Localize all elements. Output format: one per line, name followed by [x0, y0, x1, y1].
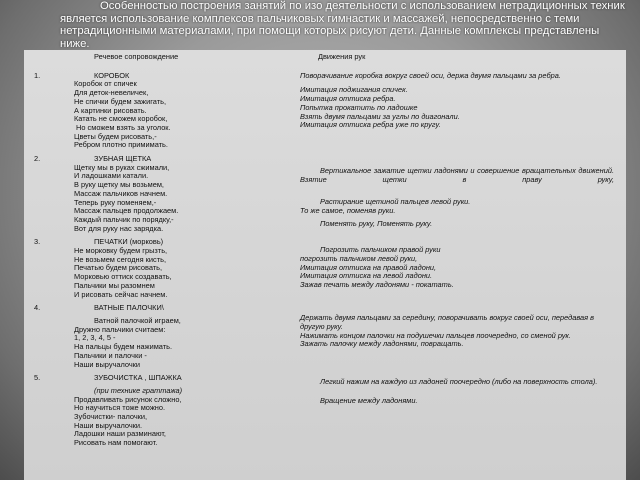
row-title: ПЕЧАТКИ (морковь)	[94, 237, 164, 247]
row-number: 3.	[34, 237, 41, 247]
row-number: 5.	[34, 373, 41, 383]
speech-cell: ВАТНЫЕ ПАЛОЧКИ\ Ватной палочкой играем, Дружно пальчики считаем: 1, 2, 3, 4, 5 - На пальцы будем нажимать. Пальчики и палочки - Наши выручалочки	[74, 304, 296, 374]
gymnastics-table	[28, 52, 622, 448]
table-row	[28, 238, 622, 304]
row-title: КОРОБОК	[94, 70, 130, 80]
row-title: ЗУБНАЯ ЩЕТКА	[94, 154, 152, 164]
table-row	[28, 304, 622, 374]
speech-cell: ЗУБНАЯ ЩЕТКА Щетку мы в руках сжимали, И ладошками катали. В руку щетку мы возьмем, Массаж пальчиков начнем. Теперь руку поменяем,- Массаж пальцев продолжаем. Каждый пальчик по порядку,- Вот для руку нас зарядка.	[74, 155, 296, 238]
row-number: 1.	[34, 70, 41, 80]
moves-cell: Вертикальное зажатие щетки ладонями и совершение вращательных движений. Взятие щетки в праву руку, Растирание щетиной пальцев левой руки. То же самое, поменяв руки. Поменять руку, Поменять руку.	[300, 166, 614, 228]
table-row	[28, 72, 622, 155]
row-title: ЗУБОЧИСТКА , ШПАЖКА	[94, 373, 182, 383]
moves-cell: Держать двумя пальцами за середину, поворачивать вокруг своей оси, передавая в другую руку. Нажимать концом палочки на подушечки пальцев поочередно, со сменой рук. Зажать палочку между ладонями, повращать.	[300, 313, 594, 349]
speech-cell: КОРОБОК Коробок от спичек Для деток-невеличек, Не спички будем зажигать, А картинки рисовать. Катать не сможем коробок, Но сможем взять за уголок. Цветы будем рисовать,- Ребром плотно примимать.	[74, 72, 296, 155]
speech-cell: ПЕЧАТКИ (морковь) Не морковку будем грызть, Не возьмем сегодня кисть, Печатью будем рисовать, Морковью оттиск создавать, Пальчики мы разомнем И рисовать сейчас начнем.	[74, 238, 296, 304]
moves-cell: Погрозить пальчиком правой руки погрозить пальчиком левой руки, Имитация оттиска на правой ладони, Имитация оттиска на левой ладони. Зажав печать между ладонями - покатать.	[300, 245, 454, 290]
row-title: ВАТНЫЕ ПАЛОЧКИ\	[94, 303, 164, 313]
speech-cell: ЗУБОЧИСТКА , ШПАЖКА (при технике граттажа) Продавливать рисунок сложно, Но научиться тоже можно. Зубочистки- палочки, Наши выручалочки. Ладошки наши разминают, Рисовать нам помогают.	[74, 374, 296, 448]
header-speech: Речевое сопровождение	[94, 52, 179, 61]
table-header-row	[28, 52, 622, 72]
moves-cell: Поворачивание коробка вокруг своей оси, держа двумя пальцами за ребра. Имитация поджигания спичек. Имитация оттиска ребра. Попытка прокатить по ладошке Взять двумя пальцами за углы по диагонали. Имитация оттиска ребра уже по кругу.	[300, 70, 561, 130]
row-number: 4.	[34, 303, 41, 313]
table-row	[28, 155, 622, 238]
intro-paragraph: Особенностью построения занятий по изо деятельности с использованием нетрадиционных техник является использование комплексов пальчиковых гимнастик и массажей, непосредственно с теми нетрадиционными материалами, при помощи которых рисуют дети. Данные комплексы представлены ниже.	[60, 0, 625, 50]
table-row	[28, 374, 622, 448]
row-number: 2.	[34, 154, 41, 164]
moves-cell: Легкий нажим на каждую из ладоней поочередно (либо на поверхность стола). Вращение между ладонями.	[320, 377, 598, 405]
header-moves: Движения рук	[318, 52, 366, 61]
